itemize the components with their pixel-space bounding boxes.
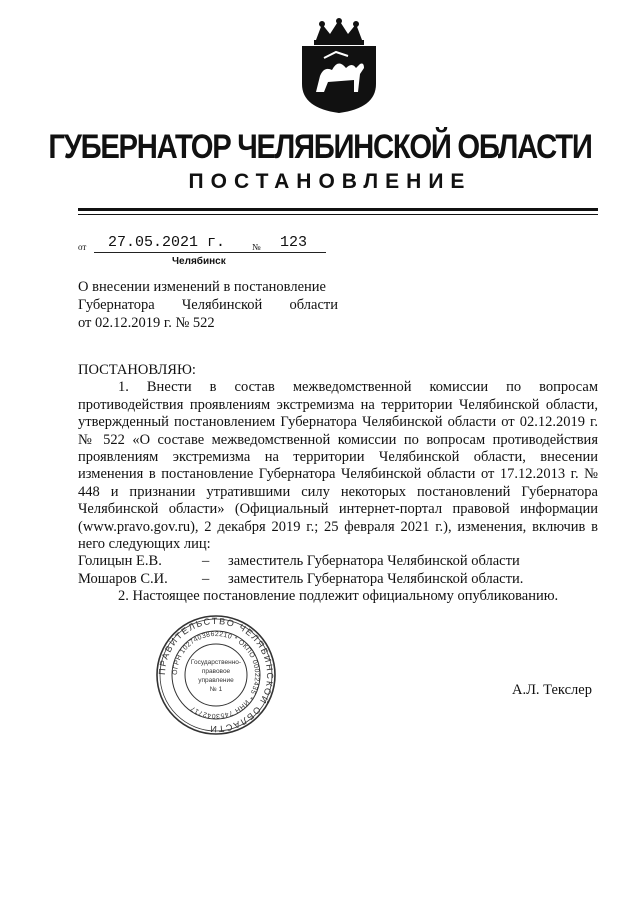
document-body: [78, 362, 598, 606]
paragraph-2: 2. Настоящее постановление подлежит официальному опубликованию.: [118, 588, 559, 605]
seal-outer-text: ПРАВИТЕЛЬСТВО ЧЕЛЯБИНСКОЙ ОБЛАСТИ: [156, 615, 276, 735]
person-dash: –: [202, 570, 210, 587]
document-date: 27.05.2021 г.: [108, 234, 226, 251]
header-divider-thin: [78, 214, 598, 215]
date-underline: [94, 252, 276, 253]
document-meta: [78, 232, 328, 272]
subject-line: от 02.12.2019 г. № 522: [78, 315, 215, 331]
resolution-opening: ПОСТАНОВЛЯЮ:: [78, 362, 196, 378]
document-subject: [78, 278, 338, 332]
official-seal: [155, 614, 277, 736]
seal-center-text: Государственно-: [190, 659, 242, 666]
page-title: ГУБЕРНАТОР ЧЕЛЯБИНСКОЙ ОБЛАСТИ: [48, 128, 592, 166]
seal-center-text: управление: [198, 677, 234, 684]
person-role: заместитель Губернатора Челябинской области.: [228, 570, 524, 587]
document-city: Челябинск: [172, 256, 226, 267]
paragraph-1: 1. Внести в состав межведомственной комиссии по вопросам противодействия проявлениям экстремизма на территории Челябинской области, утвержденный постановлением Губернатора Челябинской области от 02.12.2019 г. № 522 «О составе межведомственной комиссии по вопросам противодействия проявлениям экстремизма на территории Челябинской области, внесении изменения в постановление Губернатора Челябинской области от 17.12.2013 г. № 448 и признании утратившими силу некоторых постановлений Губернатора Челябинской области» (Официальный интернет-портал правовой информации (www.pravo.gov.ru), 2 декабря 2019 г.; 25 февраля 2021 г.), изменения, включив в него следующих лиц:: [78, 379, 598, 553]
subject-line: Губернатора Челябинской области: [78, 297, 338, 313]
seal-center-text: правовое: [201, 668, 231, 675]
subject-line: О внесении изменений в постановление: [78, 279, 326, 295]
header-divider-thick: [78, 208, 598, 211]
document-number: 123: [280, 234, 308, 251]
from-label: от: [78, 242, 87, 252]
person-entry: [78, 571, 598, 588]
seal-inner-text: ОГРН 1027403862210 * ОКПО 00022435 * ИНН 7453042717: [171, 630, 261, 720]
coat-of-arms-icon: [294, 18, 384, 114]
signer-name: А.Л. Текслер: [512, 682, 592, 698]
number-underline: [276, 252, 326, 253]
number-label: №: [252, 242, 261, 252]
person-name: Мошаров С.И.: [78, 570, 168, 587]
seal-center-text: № 1: [209, 686, 223, 693]
person-name: Голицын Е.В.: [78, 553, 162, 570]
person-dash: –: [202, 553, 210, 570]
person-entry: [78, 553, 598, 570]
person-role: заместитель Губернатора Челябинской области: [228, 553, 520, 570]
document-type: ПОСТАНОВЛЕНИЕ: [188, 170, 472, 193]
